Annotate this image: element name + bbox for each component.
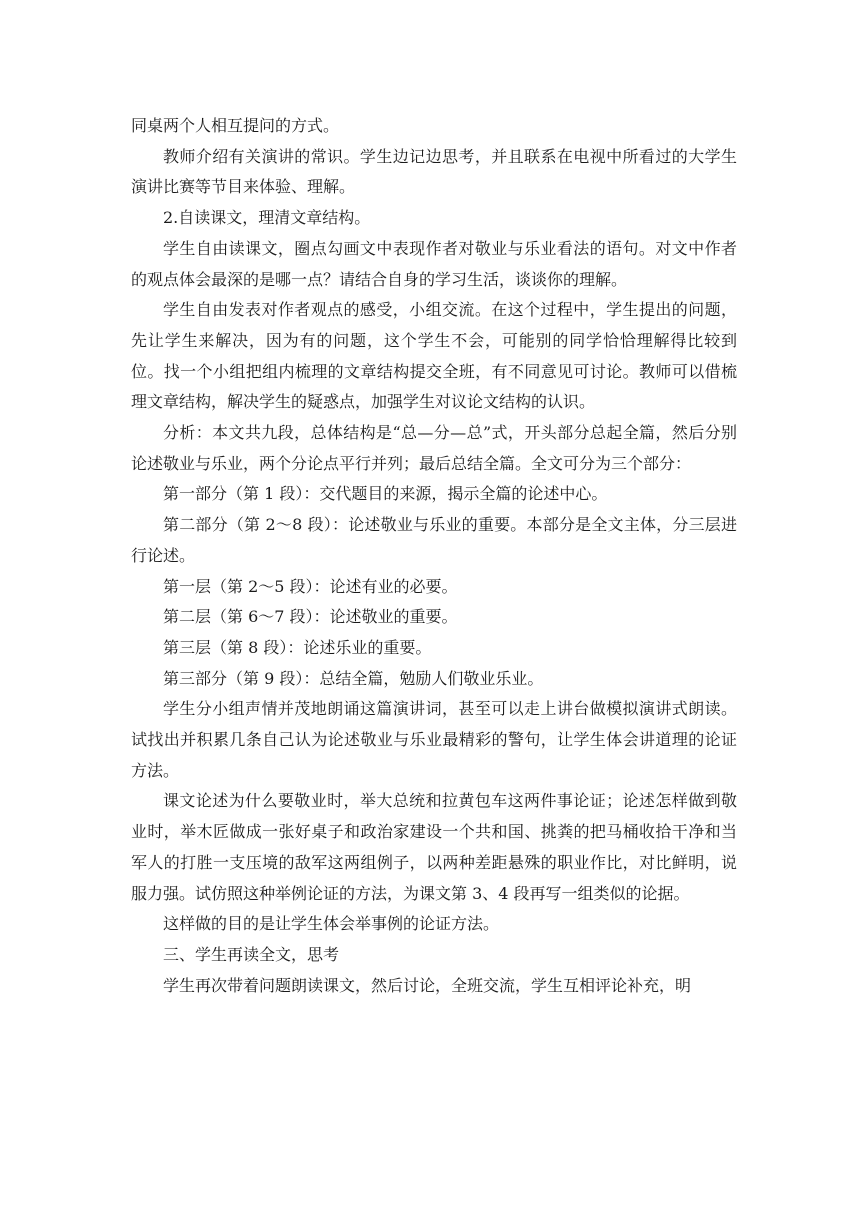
paragraph: 第三部分（第 9 段）：总结全篇，勉励人们敬业乐业。 <box>163 668 544 688</box>
paragraph: 第三层（第 8 段）：论述乐业的重要。 <box>163 637 432 657</box>
paragraph: 第二部分（第 2～8 段）：论述敬业与乐业的重要。本部分是全文主体，分三层进行论述。 <box>131 515 737 565</box>
paragraph: 课文论述为什么要敬业时，举大总统和拉黄包车这两件事论证；论述怎样做到敬业时，举木匠做成一张好桌子和政治家建设一个共和国、挑粪的把马桶收拾干净和当军人的打胜一支压境的敌军这两组例子，以两种差距悬殊的职业作比，对比鲜明，说服力强。试仿照这种举例论证的方法，为课文第 3、4 段再写一组类似的论据。 <box>131 791 737 903</box>
paragraph: 学生再次带着问题朗读课文，然后讨论，全班交流，学生互相评论补充，明 <box>163 975 692 995</box>
paragraph: 学生自由发表对作者观点的感受，小组交流。在这个过程中，学生提出的问题，先让学生来解决，因为有的问题，这个学生不会，可能别的同学恰恰理解得比较到位。找一个小组把组内梳理的文章结构提交全班，有不同意见可讨论。教师可以借梳理文章结构，解决学生的疑惑点，加强学生对议论文结构的认识。 <box>131 300 737 412</box>
paragraph: 学生自由读课文，圈点勾画文中表现作者对敬业与乐业看法的语句。对文中作者的观点体会最深的是哪一点？请结合自身的学习生活，谈谈你的理解。 <box>131 238 737 289</box>
paragraph: 教师介绍有关演讲的常识。学生边记边思考，并且联系在电视中所看过的大学生演讲比赛等节目来体验、理解。 <box>131 146 737 197</box>
paragraph: 学生分小组声情并茂地朗诵这篇演讲词，甚至可以走上讲台做模拟演讲式朗读。试找出并积累几条自己认为论述敬业与乐业最精彩的警句，让学生体会讲道理的论证方法。 <box>131 699 737 780</box>
document-body <box>131 111 737 1001</box>
paragraph: 同桌两个人相互提问的方式。 <box>131 116 340 135</box>
section-heading: 2.自读课文，理清文章结构。 <box>163 208 371 228</box>
paragraph: 分析：本文共九段，总体结构是“总—分—总”式，开头部分总起全篇，然后分别论述敬业与乐业，两个分论点平行并列；最后总结全篇。全文可分为三个部分： <box>131 423 737 473</box>
paragraph: 第一层（第 2～5 段）：论述有业的必要。 <box>163 576 458 596</box>
paragraph: 第二层（第 6～7 段）：论述敬业的重要。 <box>163 607 458 627</box>
paragraph: 第一部分（第 1 段）：交代题目的来源，揭示全篇的论述中心。 <box>163 484 608 504</box>
paragraph: 这样做的目的是让学生体会举事例的论证方法。 <box>163 914 500 934</box>
section-heading: 三、学生再读全文，思考 <box>163 944 340 964</box>
